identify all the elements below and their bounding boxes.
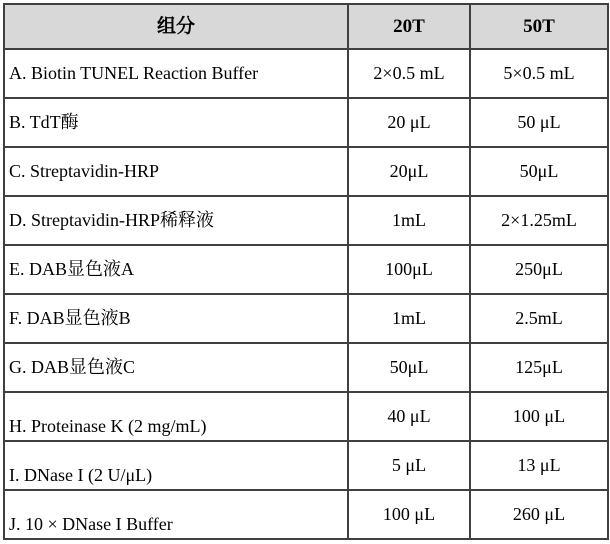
- component-cell: H. Proteinase K (2 mg/mL): [4, 392, 348, 441]
- qty-20t-cell: 40 μL: [348, 392, 470, 441]
- table-row: [4, 98, 608, 147]
- table-row: [4, 49, 608, 98]
- table-row: [4, 196, 608, 245]
- header-20t: 20T: [348, 4, 470, 49]
- qty-20t-cell: 2×0.5 mL: [348, 49, 470, 98]
- table-row: [4, 294, 608, 343]
- qty-20t-cell: 5 μL: [348, 441, 470, 490]
- component-cell: C. Streptavidin-HRP: [4, 147, 348, 196]
- qty-20t-cell: 100μL: [348, 245, 470, 294]
- qty-20t-cell: 20 μL: [348, 98, 470, 147]
- component-cell: A. Biotin TUNEL Reaction Buffer: [4, 49, 348, 98]
- qty-20t-cell: 100 μL: [348, 490, 470, 539]
- qty-20t-cell: 1mL: [348, 294, 470, 343]
- qty-20t-cell: 50μL: [348, 343, 470, 392]
- kit-components-table: [3, 3, 609, 540]
- qty-20t-cell: 1mL: [348, 196, 470, 245]
- table-row: [4, 441, 608, 490]
- qty-20t-cell: 20μL: [348, 147, 470, 196]
- component-cell: D. Streptavidin-HRP稀释液: [4, 196, 348, 245]
- table-row: [4, 245, 608, 294]
- component-cell: E. DAB显色液A: [4, 245, 348, 294]
- table-row: [4, 343, 608, 392]
- table-header-row: [4, 4, 608, 49]
- table-row: [4, 490, 608, 539]
- qty-50t-cell: 5×0.5 mL: [470, 49, 608, 98]
- qty-50t-cell: 13 μL: [470, 441, 608, 490]
- component-cell: B. TdT酶: [4, 98, 348, 147]
- component-cell: I. DNase I (2 U/μL): [4, 441, 348, 490]
- qty-50t-cell: 250μL: [470, 245, 608, 294]
- qty-50t-cell: 260 μL: [470, 490, 608, 539]
- table-row: [4, 392, 608, 441]
- qty-50t-cell: 2.5mL: [470, 294, 608, 343]
- component-cell: G. DAB显色液C: [4, 343, 348, 392]
- component-cell: F. DAB显色液B: [4, 294, 348, 343]
- component-cell: J. 10 × DNase I Buffer: [4, 490, 348, 539]
- table-row: [4, 147, 608, 196]
- header-50t: 50T: [470, 4, 608, 49]
- qty-50t-cell: 50 μL: [470, 98, 608, 147]
- qty-50t-cell: 125μL: [470, 343, 608, 392]
- qty-50t-cell: 2×1.25mL: [470, 196, 608, 245]
- header-component: 组分: [4, 4, 348, 49]
- qty-50t-cell: 50μL: [470, 147, 608, 196]
- qty-50t-cell: 100 μL: [470, 392, 608, 441]
